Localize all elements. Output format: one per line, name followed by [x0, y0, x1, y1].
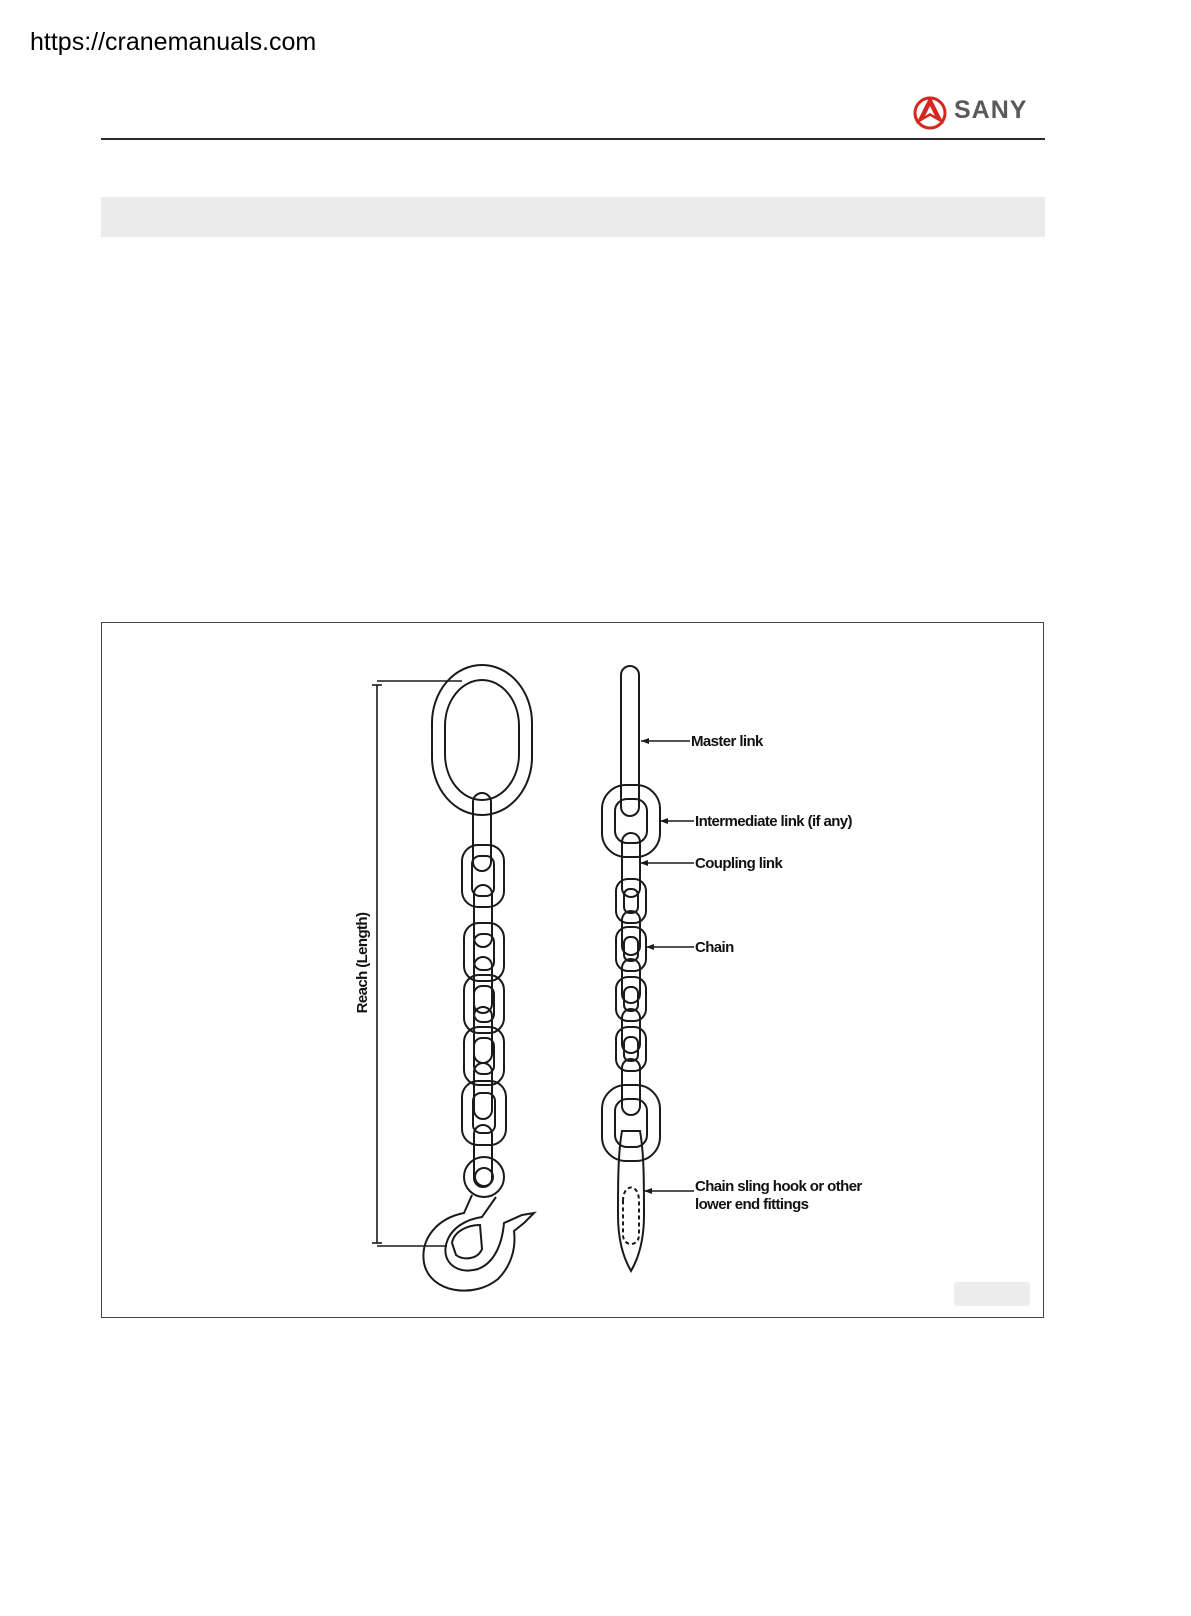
header-rule	[101, 138, 1045, 140]
side-master-link	[621, 666, 639, 816]
reach-dimension-line	[372, 681, 462, 1246]
side-chain-links	[616, 833, 646, 1115]
label-coupling-link: Coupling link	[695, 855, 783, 872]
label-reach-length: Reach (Length)	[354, 912, 371, 1014]
label-hook-line2: lower end fittings	[695, 1196, 809, 1213]
section-title-bar	[101, 197, 1045, 237]
label-hook-line1: Chain sling hook or other	[695, 1178, 862, 1195]
logo-text: SANY	[954, 96, 1028, 124]
label-intermediate-link: Intermediate link (if any)	[695, 813, 852, 830]
front-coupling-link	[473, 793, 491, 871]
side-intermediate-link	[602, 785, 660, 857]
front-hook	[423, 1157, 534, 1291]
sany-emblem-icon	[910, 94, 950, 130]
figure-id-tag	[954, 1282, 1030, 1306]
front-chain-links	[462, 845, 506, 1187]
chain-sling-figure	[101, 622, 1044, 1318]
side-lower-link	[602, 1085, 660, 1161]
sany-logo	[910, 94, 1042, 130]
leader-lines	[640, 741, 694, 1191]
chain-sling-diagram	[102, 623, 1045, 1319]
label-chain: Chain	[695, 939, 734, 956]
site-url[interactable]: https://cranemanuals.com	[30, 28, 317, 56]
side-hook	[618, 1131, 644, 1271]
label-master-link: Master link	[691, 733, 763, 750]
